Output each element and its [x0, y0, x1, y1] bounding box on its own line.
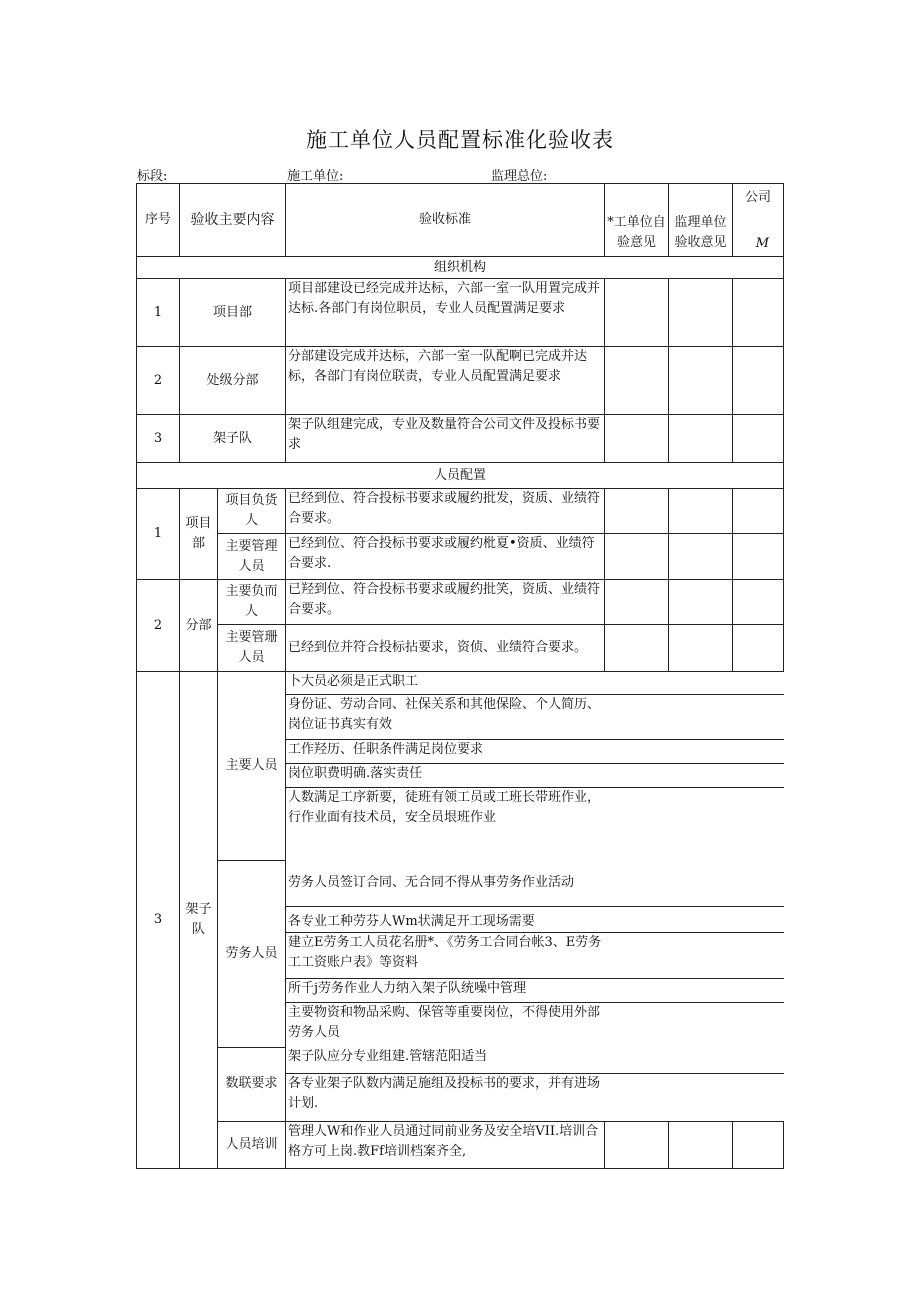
company-cell[interactable]	[733, 279, 784, 347]
standard-item: 工作羟历、任职条件满足岗位要求	[286, 739, 605, 763]
row-number: 1	[137, 489, 180, 580]
supervision-cell[interactable]	[669, 279, 733, 347]
header-self-check: *工单位自验意见	[605, 184, 669, 257]
row-standard: 已羟到位、符合投标书要求或履约批笑，资质、业绩符合要求。	[286, 580, 605, 625]
self-check-cell[interactable]	[605, 580, 669, 625]
supervision-cell[interactable]	[669, 347, 733, 415]
company-cell[interactable]	[733, 1047, 784, 1122]
supervision-cell[interactable]	[669, 1122, 733, 1169]
row-standard: 分部建设完成并达标，六部一室一队配啊已完成并达标，各部门有岗位联责，专业人员配置满足要求	[286, 347, 605, 415]
standard-item: 各专业工种劳芬人Wm状满足开工现场需要	[286, 906, 605, 932]
header-company-sub: M	[755, 236, 769, 251]
supervision-cell[interactable]	[669, 860, 733, 1047]
row-role: 主要人员	[218, 672, 286, 861]
company-cell[interactable]	[733, 625, 784, 672]
table-row	[137, 860, 784, 1047]
table-row	[137, 415, 784, 463]
supervision-cell[interactable]	[669, 625, 733, 672]
standard-item: 建立E劳务工人员花名册*、《劳务工合同台帐3、E劳务工工资账户表》等资料	[286, 932, 605, 978]
company-cell[interactable]	[733, 415, 784, 463]
company-cell[interactable]	[733, 672, 784, 861]
acceptance-table	[136, 183, 784, 1169]
table-row	[137, 580, 784, 625]
self-check-cell[interactable]	[605, 1047, 669, 1122]
table-row	[137, 489, 784, 534]
supervision-cell[interactable]	[669, 534, 733, 580]
self-check-cell[interactable]	[605, 279, 669, 347]
standard-item: 各专业架子队数内满足施组及投标书的要求，并有进场计划.	[288, 1075, 601, 1111]
self-check-cell[interactable]	[605, 625, 669, 672]
supervision-cell[interactable]	[669, 1047, 733, 1122]
supervision-cell[interactable]	[669, 672, 733, 861]
self-check-cell[interactable]	[605, 860, 669, 1047]
meta-section-label: 标段:	[137, 169, 168, 184]
row-standard: 已经到位、符合投标书要求或履约枇夏•资质、业绩符合要求.	[286, 534, 605, 580]
company-cell[interactable]	[733, 534, 784, 580]
meta-supervisor-label: 监理总位:	[491, 169, 548, 184]
company-cell[interactable]	[733, 347, 784, 415]
row-item: 项目部	[180, 279, 286, 347]
row-unit: 项目部	[180, 489, 218, 580]
company-cell[interactable]	[733, 489, 784, 534]
header-content: 验收主要内容	[180, 184, 286, 257]
company-cell[interactable]	[733, 860, 784, 1047]
row-item: 处级分部	[180, 347, 286, 415]
table-row	[137, 347, 784, 415]
supervision-cell[interactable]	[669, 489, 733, 534]
header-company-label: 公司	[744, 190, 771, 205]
row-unit: 架子队	[180, 672, 218, 1169]
table-row	[137, 1047, 784, 1122]
table-row	[137, 279, 784, 347]
standard-item: 主要物资和物品采购、保管等重要岗位，不得使用外部劳务人员	[288, 1004, 601, 1040]
header-company	[733, 184, 784, 257]
section-personnel: 人员配置	[137, 463, 784, 489]
header-seq: 序号	[137, 184, 180, 257]
row-role: 主要负而人	[218, 580, 286, 625]
row-standard: 已经到位、符合投标书要求或履约批发，资质、业绩符合要求。	[286, 489, 605, 534]
row-item: 架子队	[180, 415, 286, 463]
section-org-row	[137, 257, 784, 279]
main-staff-standards	[286, 672, 605, 861]
row-role: 主要管珊人员	[218, 625, 286, 672]
row-standard: 已经到位并符合投标拈要求，资侦、业绩符合要求。	[286, 625, 605, 672]
row-role: 主要管理人员	[218, 534, 286, 580]
standard-item: 劳务人员签订合同、无合同不得从事劳务作业活动	[286, 860, 605, 906]
row-number: 2	[137, 580, 180, 672]
row-standard: 项目部建设已经完成并达标，六部一室一队用置完成并达标.各部门有岗位职员，专业人员配置满足要求	[286, 279, 605, 347]
supervision-cell[interactable]	[669, 580, 733, 625]
header-row	[137, 184, 784, 257]
row-number: 1	[137, 279, 180, 347]
section-org: 组织机构	[137, 257, 784, 279]
self-check-cell[interactable]	[605, 534, 669, 580]
row-number: 3	[137, 672, 180, 1169]
standard-item: 岗位职费明确.落实责任	[286, 763, 605, 787]
self-check-cell[interactable]	[605, 347, 669, 415]
row-standard: 管理人W和作业人员通过同前业务及安全培VII.培训合格方可上岗.教Ff培训档案齐全,	[286, 1122, 605, 1169]
section-personnel-row	[137, 463, 784, 489]
table-row	[137, 1122, 784, 1169]
count-standards	[286, 1047, 605, 1122]
supervision-cell[interactable]	[669, 415, 733, 463]
row-standard: 架子队组建完成，专业及数量符合公司文件及投标书要求	[286, 415, 605, 463]
standard-item: 所千j劳务作业人力纳入架子队统噪中管理	[286, 978, 605, 1002]
self-check-cell[interactable]	[605, 489, 669, 534]
row-role: 劳务人员	[218, 860, 286, 1047]
row-role: 项目负货人	[218, 489, 286, 534]
row-unit: 分部	[180, 580, 218, 672]
labor-standards	[286, 860, 605, 1047]
company-cell[interactable]	[733, 1122, 784, 1169]
table-row	[137, 672, 784, 861]
standard-item: 卜大员必须是正式职工	[286, 672, 605, 694]
standard-item: 人数满足工序新要，徒班有领工员或工班长带班作业，行作业面有技术员，安全员垠班作业	[288, 789, 601, 825]
row-role: 数联要求	[218, 1047, 286, 1122]
row-role: 人员培训	[218, 1122, 286, 1169]
standard-item: 架子队应分专业组建.管辖范阳适当	[286, 1047, 605, 1073]
self-check-cell[interactable]	[605, 1122, 669, 1169]
table-row	[137, 625, 784, 672]
page-title: 施工单位人员配置标准化验收表	[306, 128, 614, 152]
header-standard: 验收标准	[286, 184, 605, 257]
standard-item: 身份证、劳动合同、社保关系和其他保险、个人简历、岗位证书真实有效	[286, 694, 605, 739]
self-check-cell[interactable]	[605, 415, 669, 463]
company-cell[interactable]	[733, 580, 784, 625]
meta-contractor-label: 施工单位:	[287, 169, 344, 184]
header-supervision: 监理单位验收意见	[669, 184, 733, 257]
self-check-cell[interactable]	[605, 672, 669, 861]
row-number: 2	[137, 347, 180, 415]
table-row	[137, 534, 784, 580]
row-number: 3	[137, 415, 180, 463]
